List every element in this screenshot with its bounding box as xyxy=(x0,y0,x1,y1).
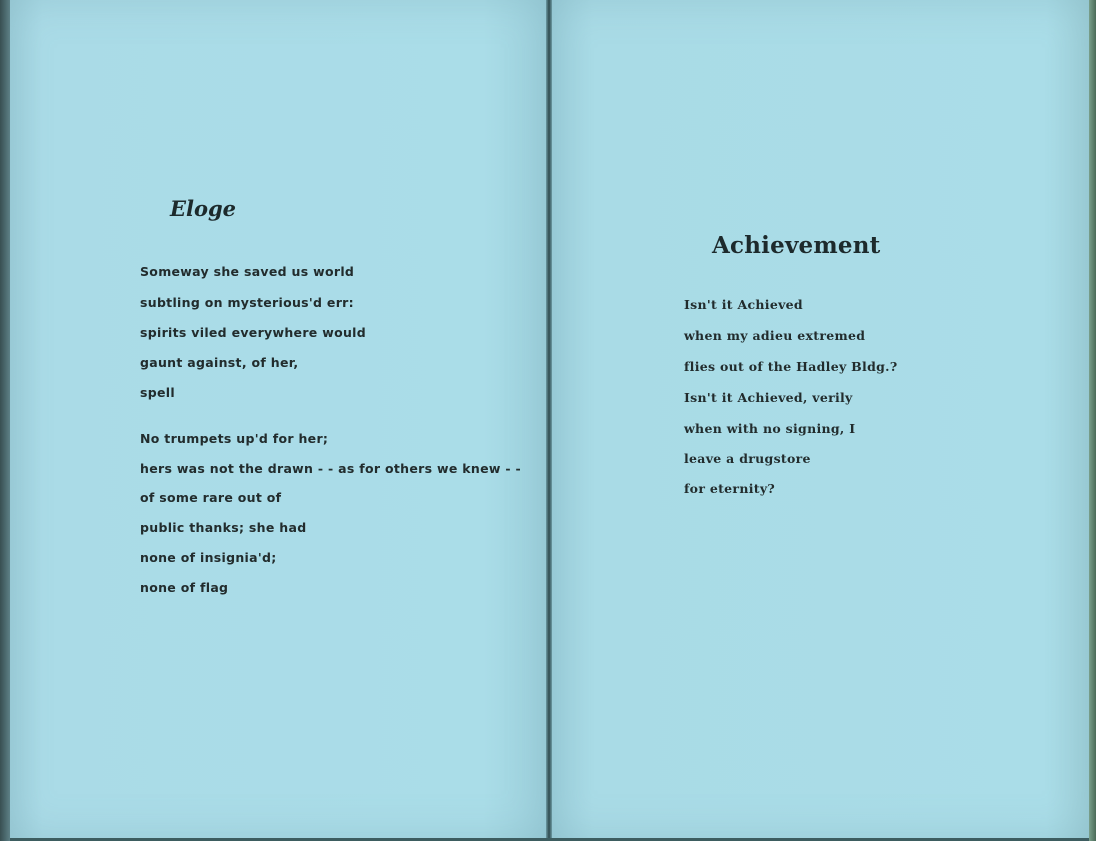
poem-line: gaunt against, of her, xyxy=(140,355,299,370)
poem-line: when my adieu extremed xyxy=(684,328,866,343)
left-page xyxy=(10,0,548,838)
book-right-edge xyxy=(1089,0,1096,841)
poem-line: hers was not the drawn - - as for others we knew - - xyxy=(140,461,522,476)
poem-line: leave a drugstore xyxy=(684,451,811,466)
poem-line: No trumpets up'd for her; xyxy=(140,431,329,446)
poem-title-eloge: Eloge xyxy=(170,196,237,221)
poem-line: none of flag xyxy=(140,580,229,595)
poem-line: when with no signing, I xyxy=(684,421,856,436)
poem-line: public thanks; she had xyxy=(140,520,307,535)
poem-line: flies out of the Hadley Bldg.? xyxy=(684,359,898,374)
poem-line: Someway she saved us world xyxy=(140,264,355,279)
book-left-edge xyxy=(0,0,10,841)
poem-line: spell xyxy=(140,385,175,400)
poem-line: subtling on mysterious'd err: xyxy=(140,295,354,310)
poem-line: for eternity? xyxy=(684,481,776,496)
poem-line: none of insignia'd; xyxy=(140,550,277,565)
poem-line: Isn't it Achieved xyxy=(684,297,803,312)
poem-line: Isn't it Achieved, verily xyxy=(684,390,853,405)
book-gutter xyxy=(546,0,552,838)
poem-line: spirits viled everywhere would xyxy=(140,325,366,340)
right-page xyxy=(550,0,1089,838)
poem-title-achievement: Achievement xyxy=(712,232,881,259)
poem-line: of some rare out of xyxy=(140,490,282,505)
